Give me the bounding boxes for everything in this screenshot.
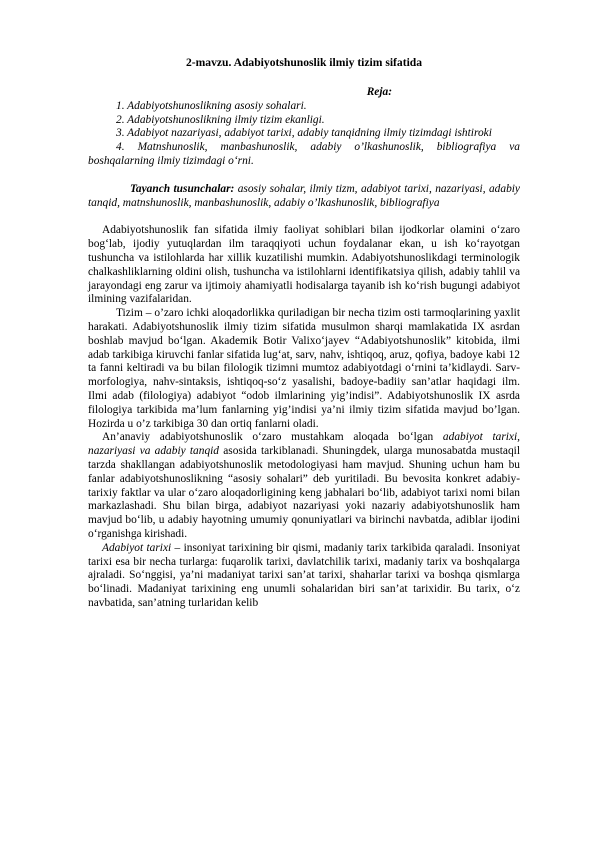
plan-item-1: 1. Adabiyotshunoslikning asosiy sohalari. <box>116 99 307 112</box>
page-title: 2-mavzu. Adabiyotshunoslik ilmiy tizim sifatida <box>185 56 423 69</box>
plan-item-2: 2. Adabiyotshunoslikning ilmiy tizim ekanligi. <box>116 113 325 126</box>
keywords-block <box>88 183 520 211</box>
paragraph-3-rest: asosida tarkiblanadi. Shuningdek, ularga munosabatda mustaqil tarzda shakllangan adabiyotshunoslik metodologiyasi ham mavjud. Shuning uchun ham bu fanlar adabiyotshunoslikning “asosiy sohalari” deb yuritiladi. Bu bevosita konkret adabiy-tarixiy faktlar va ular o‘zaro aloqadorligining keng jabhalari bo‘lib, adabiyot tarixi nomi bilan markazlashadi. Shu bilan birga, adabiyot nazariyasi yoki nazariy adabiyotshunoslik ham mavjud bo‘lib, u adabiy hayotning umumiy qonuniyatlari va birinchi navbatda, adiblar ijodini o‘rganishga kirishadi. <box>88 445 521 540</box>
paragraph-4 <box>88 542 520 611</box>
paragraph-3 <box>88 431 520 541</box>
paragraph-3-emphasis: adabiyot tarixi, nazariyasi va adabiy tanqid <box>88 431 520 458</box>
plan-item-3: 3. Adabiyot nazariyasi, adabiyot tarixi, adabiy tanqidning ilmiy tizimdagi ishtiroki <box>116 127 492 140</box>
plan-item-4: 4. Matnshunoslik, manbashunoslik, adabiy o’lkashunoslik, bibliografiya va boshqalarning ilmiy tizimdagi o‘rni. <box>88 141 520 167</box>
keywords-label: Tayanch tusunchalar: <box>130 182 235 195</box>
keywords-text: asosiy sohalar, ilmiy tizm, adabiyot tarixi, nazariyasi, adabiy tanqid, matnshunoslik, manbashunoslik, adabiy o’lkashunoslik, bibliografiya <box>88 182 520 209</box>
plan-heading: Reja: <box>366 86 392 98</box>
paragraph-3-start: An’anaviy adabiyotshunoslik o‘zaro mustahkam aloqada bo‘lgan <box>102 431 443 444</box>
spacer <box>88 169 520 183</box>
paragraph-2: Tizim – o’zaro ichki aloqadorlikka quriladigan bir necha tizim osti tarmoqlarining yaxlit harakati. Adabiyotshunoslik ilmiy tizim sifatida musulmon sharqi mamlakatida IX asrdan boshlab mavjud bo‘lgan. Akademik Botir Valixo‘jayev “Adabiyotshunoslik” kitobida, ilmi adab tarkibiga kiruvchi fanlar sifatida lug‘at, sarv, nahv, ishtiqoq, aruz, qofiya, badoye kabi 12 ta fanni keltiradi va bu bilan filologik tizimni mumtoz adabiyotdagi o‘rnini ta’kidlaydi. Sarv-morfologiya, nahv-sintaksis, ishtiqoq-so‘z yasalishi, badoye-badiiy san’atlar haqidagi ilm. Ilmi adab (filologiya) adabiyot “odob ilmlarining yig’indisi”. Adabiyotshunoslik IX asrda filologiya tarkibida ma’lum fanlarning yig’indisi ya’ni ilmiy tizim sifatida mavjud bo’lgan. Hozirda u o’z tarkibiga 30 dan ortiq fanlarni oladi. <box>88 307 520 430</box>
document-page <box>88 56 520 611</box>
paragraph-4-term: Adabiyot tarixi <box>102 541 172 554</box>
paragraph-1: Adabiyotshunoslik fan sifatida ilmiy faoliyat sohiblari bilan ijodkorlar olamini o‘zaro bog‘lab, ijodiy yutuqlardan ilm taraqqiyoti uchun foydalanar ekan, u ish ko‘rayotgan tushuncha va istilohlarda har xillik kuzatilishi mumkin. Adabiyotshunoslikdagi terminologik chalkashliklarning oldini olish, tushuncha va istilohlarni identifikatsiya qilish, adabiy tahlil va jarayondagi eng zarur va ijtimoiy ahamiyatli hodisalarga tayanib ish ko‘rish bugungi adabiyot ilmining vazifalaridan. <box>88 224 520 306</box>
spacer <box>88 210 520 224</box>
paragraph-4-rest: – insoniyat tarixining bir qismi, madaniy tarix tarkibida qaraladi. Insoniyat tarixi esa bir necha turlarga: fuqarolik tarixi, davlatchilik tarixi, madaniy tarix va boshqalarga ajraladi. So‘nggisi, ya’ni madaniyat tarixi san’at tarixi, shaharlar tarixi va boshqa qismlarga bo‘linadi. Madaniyat tarixining eng unumli sohalaridan biri san’at tarixidir. Bu tarix, o‘z navbatida, san’atning turlaridan kelib <box>88 541 521 609</box>
